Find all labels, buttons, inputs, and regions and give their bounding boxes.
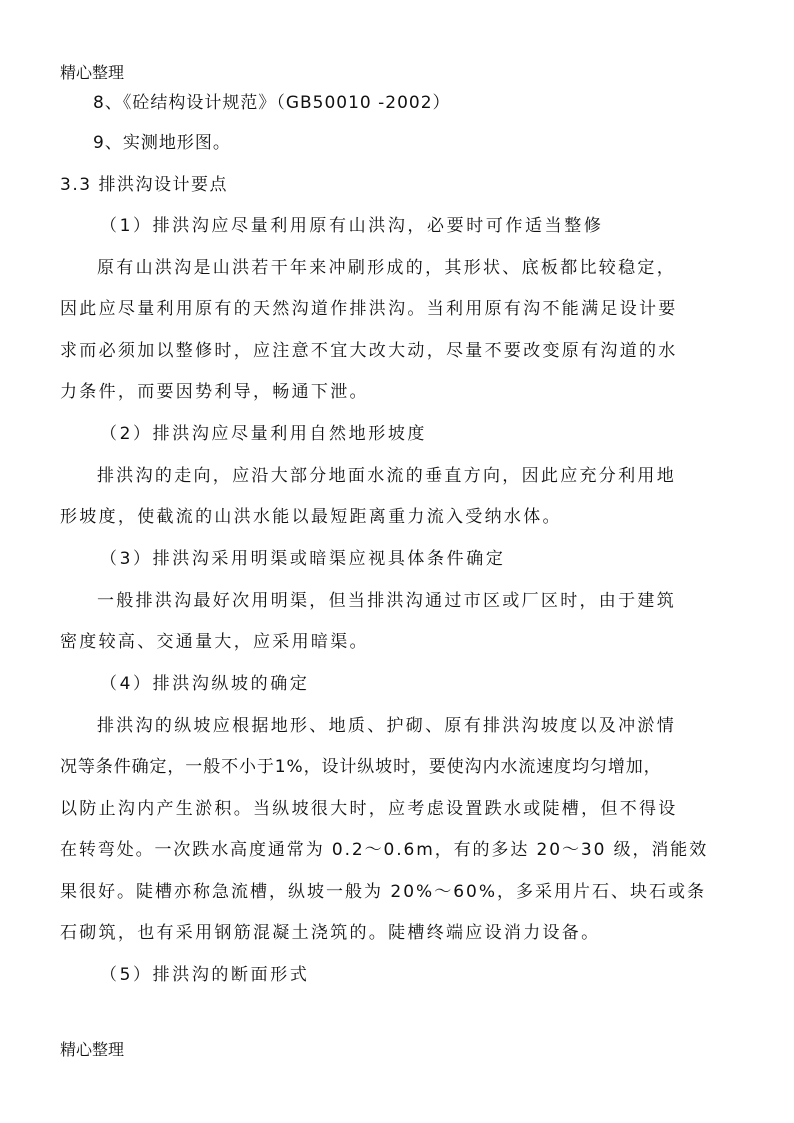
subsection-3-heading: （3）排洪沟采用明渠或暗渠应视具体条件确定 (100, 549, 506, 569)
paragraph-line: 排洪沟的纵坡应根据地形、地质、护砌、原有排洪沟坡度以及冲淤情 (97, 716, 676, 736)
paragraph-line: 形坡度，使截流的山洪水能以最短距离重力流入受纳水体。 (60, 507, 562, 527)
subsection-5-heading: （5）排洪沟的断面形式 (100, 965, 310, 985)
paragraph-line: 在转弯处。一次跌水高度通常为 0.2～0.6m，有的多达 20～30 级，消能效 (60, 840, 709, 860)
subsection-1-heading: （1）排洪沟应尽量利用原有山洪沟，必要时可作适当整修 (100, 216, 604, 236)
paragraph-line: 一般排洪沟最好次用明渠，但当排洪沟通过市区或厂区时，由于建筑 (97, 591, 676, 611)
reference-item-8: 8、《砼结构设计规范》（GB50010 -2002） (93, 93, 451, 113)
paragraph-line: 原有山洪沟是山洪若干年来冲刷形成的，其形状、底板都比较稳定， (97, 258, 676, 278)
subsection-2-heading: （2）排洪沟应尽量利用自然地形坡度 (100, 424, 428, 444)
paragraph-line: 求而必须加以整修时，应注意不宜大改大动，尽量不要改变原有沟道的水 (60, 341, 678, 361)
reference-item-9: 9、实测地形图。 (93, 133, 231, 153)
paragraph-line: 因此应尽量利用原有的天然沟道作排洪沟。当利用原有沟不能满足设计要 (60, 299, 678, 319)
paragraph-line: 排洪沟的走向，应沿大部分地面水流的垂直方向，因此应充分利用地 (97, 466, 676, 486)
page-footer: 精心整理 (60, 1040, 125, 1059)
subsection-4-heading: （4）排洪沟纵坡的确定 (100, 674, 310, 694)
paragraph-line: 力条件，而要因势利导，畅通下泄。 (60, 382, 369, 402)
paragraph-line: 密度较高、交通量大，应采用暗渠。 (60, 632, 369, 652)
section-heading: 3.3 排洪沟设计要点 (60, 175, 228, 195)
paragraph-line: 况等条件确定，一般不小于1%，设计纵坡时，要使沟内水流速度均匀增加， (60, 757, 662, 777)
paragraph-line: 石砌筑，也有采用钢筋混凝土浇筑的。陡槽终端应设消力设备。 (60, 923, 601, 943)
paragraph-line: 果很好。陡槽亦称急流槽，纵坡一般为 20%～60%，多采用片石、块石或条 (60, 882, 706, 902)
paragraph-line: 以防止沟内产生淤积。当纵坡很大时，应考虑设置跌水或陡槽，但不得设 (60, 799, 678, 819)
page-header: 精心整理 (60, 63, 125, 82)
